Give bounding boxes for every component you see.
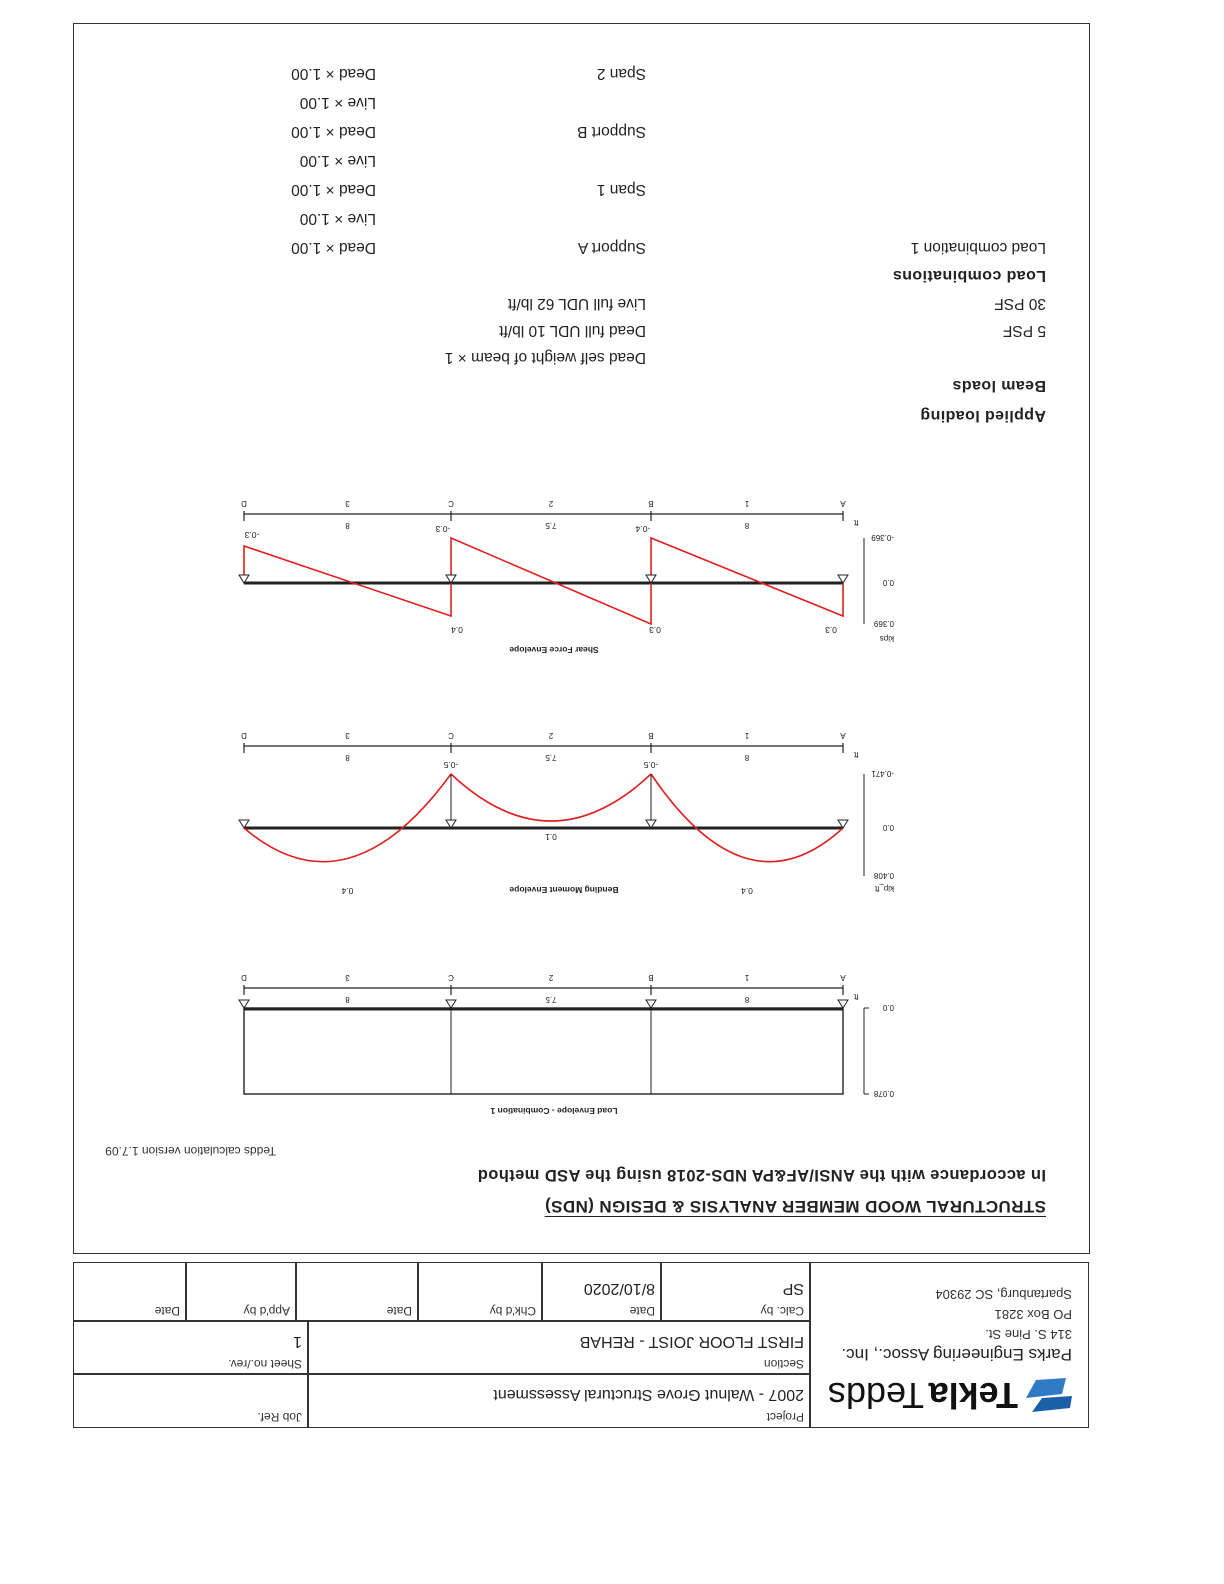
moment-curve-span-2: [451, 774, 651, 821]
moment-envelope-title: Bending Moment Envelope: [509, 885, 619, 895]
moment-axis-zero: 0.0: [882, 823, 894, 832]
combo-row-1-factor: Dead × 1.00: [291, 239, 376, 256]
load-axis-zero: 0.0: [882, 1003, 894, 1012]
combo-row-3-factor: Dead × 1.00: [291, 181, 376, 198]
appd-label: App'd by: [243, 1304, 290, 1318]
company-address-2: PO Box 3281: [994, 1307, 1072, 1322]
moment-curve-span-3: [244, 774, 451, 862]
combo-row-5-location: Support B: [577, 123, 646, 140]
support-marker: [646, 1000, 656, 1008]
applied-loading-heading: Applied loading: [920, 407, 1046, 424]
moment-unit-label: kip_ft: [874, 884, 894, 893]
chkd-label: Chk'd by: [489, 1304, 536, 1318]
shear-envelope-title: Shear Force Envelope: [509, 645, 599, 655]
node-label: C: [448, 973, 454, 982]
unit-ft-label: ft: [854, 518, 859, 527]
logo-brand: Tekla: [928, 1375, 1018, 1416]
moment-peak-label: 0.1: [545, 832, 557, 842]
shear-peak-label: -0.3: [435, 524, 451, 534]
project-label: Project: [766, 1410, 804, 1424]
company-address-1: 314 S. Pine St.: [985, 1327, 1072, 1342]
load-row-1-name: Dead self weight of beam × 1: [444, 349, 646, 366]
node-label: A: [840, 973, 846, 982]
shear-peak-label: -0.4: [635, 524, 651, 534]
node-label: A: [840, 731, 846, 740]
company-address-3: Spartanburg, SC 29304: [935, 1287, 1072, 1302]
node-label: 3: [345, 499, 350, 508]
node-label: B: [648, 731, 654, 740]
combo-row-5-factor: Dead × 1.00: [291, 123, 376, 140]
span-length-label: 8: [744, 753, 750, 762]
jobref-label: Job Ref.: [257, 1410, 302, 1424]
shear-axis-min: -0.369: [871, 533, 894, 542]
doc-subtitle: In accordance with the ANSI/AF&PA NDS-2018 using the ASD method: [477, 1166, 1046, 1184]
support-marker: [446, 1000, 456, 1008]
span-length-label: 8: [744, 995, 750, 1004]
bending-moment-diagram: [239, 731, 894, 896]
shear-axis-max: 0.369: [873, 619, 894, 628]
sheet-label: Sheet no./rev.: [228, 1357, 302, 1371]
beam-loads-heading: Beam loads: [952, 377, 1046, 394]
shear-axis-zero: 0.0: [882, 578, 894, 587]
span-length-label: 8: [345, 753, 350, 762]
combo-row-3-location: Span 1: [596, 181, 646, 198]
doc-title: STRUCTURAL WOOD MEMBER ANALYSIS & DESIGN (NDS): [544, 1197, 1046, 1216]
shear-diagram-line: [244, 538, 843, 624]
date1-value: 8/10/2020: [583, 1280, 655, 1297]
combo-row-4-factor: Live × 1.00: [299, 152, 376, 169]
shear-force-diagram: [239, 499, 894, 655]
load-row-3-value: 30 PSF: [994, 295, 1046, 312]
load-row-3-name: Live full UDL 62 lb/ft: [507, 295, 646, 312]
combo-row-7-location: Span 2: [596, 65, 646, 82]
span-length-label: 8: [345, 521, 350, 530]
span-length-label: 8: [744, 521, 750, 530]
node-label: B: [648, 973, 654, 982]
node-label: 3: [345, 731, 350, 740]
node-label: D: [241, 499, 247, 508]
load-envelope-rect: [244, 1008, 843, 1094]
load-row-2-value: 5 PSF: [1002, 322, 1046, 339]
sheet-value: 1: [293, 1333, 302, 1350]
load-envelope-title: Load Envelope - Combination 1: [490, 1106, 618, 1116]
shear-peak-label: 0.3: [825, 625, 837, 635]
moment-peak-label: 0.4: [341, 886, 354, 896]
node-label: 3: [345, 973, 350, 982]
node-label: C: [448, 499, 454, 508]
moment-curve-span-1: [651, 774, 843, 862]
moment-peak-label: 0.4: [741, 886, 753, 896]
combo-row-6-factor: Live × 1.00: [299, 94, 376, 111]
load-combinations-heading: Load combinations: [892, 267, 1046, 284]
project-value: 2007 - Walnut Grove Structural Assessment: [493, 1386, 804, 1403]
section-label: Section: [763, 1357, 804, 1371]
moment-axis-min: -0.471: [871, 769, 894, 778]
node-label: D: [241, 973, 247, 982]
shear-peak-label: 0.3: [649, 625, 661, 635]
span-length-label: 7.5: [545, 521, 557, 530]
load-row-2-name: Dead full UDL 10 lb/ft: [499, 322, 646, 339]
combo-name: Load combination 1: [910, 239, 1046, 256]
node-label: 2: [548, 973, 554, 982]
date1-label: Date: [629, 1304, 655, 1318]
logo-product: Tedds: [827, 1375, 924, 1416]
node-label: 1: [744, 731, 750, 740]
date3-label: Date: [154, 1304, 180, 1318]
calc-value: SP: [782, 1280, 804, 1297]
shear-peak-label: -0.3: [244, 530, 260, 540]
span-length-label: 8: [345, 995, 350, 1004]
node-label: 1: [744, 499, 750, 508]
node-label: D: [241, 731, 247, 740]
load-axis-max: 0.078: [873, 1089, 894, 1098]
node-label: 2: [548, 499, 554, 508]
shear-unit-label: kips: [879, 634, 894, 643]
shear-peak-label: 0.4: [451, 625, 463, 635]
calc-label: Calc. by: [760, 1304, 804, 1318]
node-label: 1: [744, 973, 750, 982]
combo-row-1-location: Support A: [577, 239, 646, 256]
span-length-label: 7.5: [545, 753, 557, 762]
unit-ft-label: ft: [854, 992, 859, 1001]
node-label: B: [648, 499, 654, 508]
moment-peak-label: -0.5: [443, 760, 459, 770]
version-text: Tedds calculation version 1.7.09: [105, 1144, 276, 1158]
moment-axis-max: 0.408: [873, 871, 894, 880]
combo-row-2-factor: Live × 1.00: [299, 210, 376, 227]
combo-row-7-factor: Dead × 1.00: [291, 65, 376, 82]
support-marker: [838, 1000, 848, 1008]
unit-ft-label: ft: [854, 750, 859, 759]
node-label: 2: [548, 731, 554, 740]
load-envelope-diagram: [239, 973, 894, 1116]
moment-peak-label: -0.5: [643, 760, 659, 770]
node-label: C: [448, 731, 454, 740]
date2-label: Date: [386, 1304, 412, 1318]
company-name: Parks Engineering Assoc., Inc.: [841, 1345, 1072, 1364]
span-length-label: 7.5: [545, 995, 557, 1004]
section-value: FIRST FLOOR JOIST - REHAB: [579, 1333, 804, 1350]
support-marker: [239, 1000, 249, 1008]
node-label: A: [840, 499, 846, 508]
